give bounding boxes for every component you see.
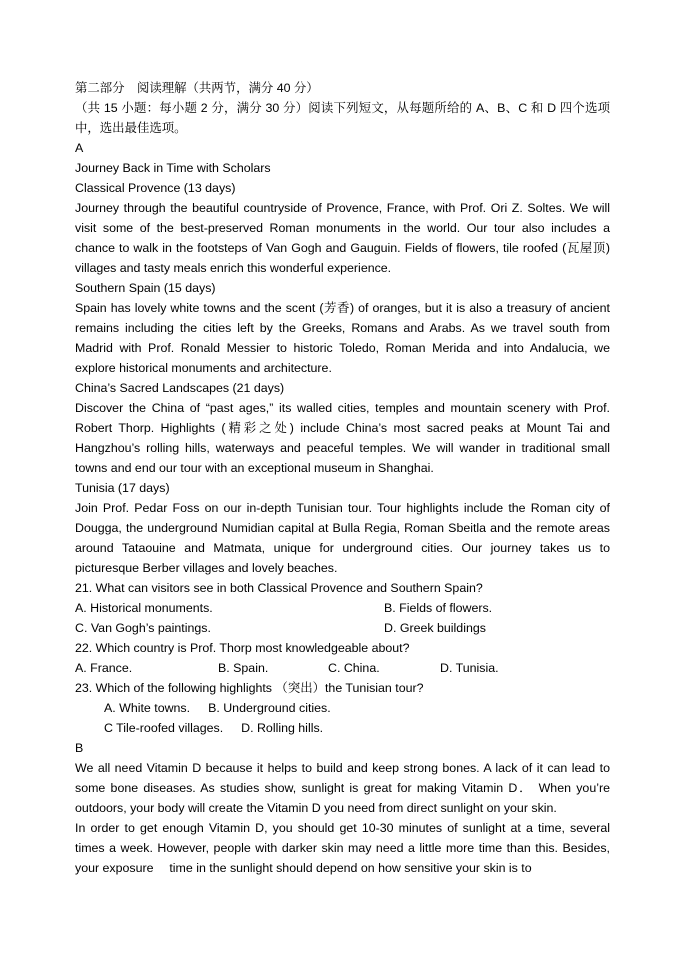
passage-a-label: A bbox=[75, 141, 84, 155]
question-23-option-b: B. Underground cities. bbox=[208, 701, 331, 715]
tour-tunisia-text: Join Prof. Pedar Foss on our in-depth Tunisian tour. Tour highlights include the Roman city of Dougga, the underground Numidian capital at Bulla Regia, Roman Sbeitla and the remote areas around Tataouine and Matmata, unique for underground cities. Our journey takes us to picturesque Berber villages and lovely beaches. bbox=[75, 501, 610, 575]
tour-spain-name: Southern Spain (15 days) bbox=[75, 281, 216, 295]
tour-provence-name: Classical Provence (13 days) bbox=[75, 181, 236, 195]
question-23-stem: 23. Which of the following highlights （突出）the Tunisian tour? bbox=[75, 681, 424, 695]
question-21-option-a: A. Historical monuments. bbox=[75, 601, 213, 615]
tour-china-name: China’s Sacred Landscapes (21 days) bbox=[75, 381, 285, 395]
question-22-option-c: C. China. bbox=[328, 661, 380, 675]
question-22-option-b: B. Spain. bbox=[218, 661, 269, 675]
tour-china-text: Discover the China of “past ages,” its walled cities, temples and mountain scenery with Prof. Robert Thorp. Highlights (精彩之处) include China’s most sacred peaks at Mount Tai and Hangzhou’s rolling hills, waterways and peaceful temples. We will wander in traditional small towns and end our tour with an exceptional museum in Shanghai. bbox=[75, 401, 610, 475]
question-22-option-d: D. Tunisia. bbox=[440, 661, 499, 675]
question-21-option-b: B. Fields of flowers. bbox=[384, 601, 493, 615]
tour-provence-text: Journey through the beautiful countryside of Provence, France, with Prof. Ori Z. Soltes. We will visit some of the best-preserved Roman monuments in the world. Our tour also includes a chance to walk in the footsteps of Van Gogh and Gauguin. Fields of flowers, tile roofed (瓦屋顶) villages and tasty meals enrich this wonderful experience. bbox=[75, 201, 610, 275]
exam-page bbox=[75, 78, 610, 878]
question-21-option-c: C. Van Gogh’s paintings. bbox=[75, 621, 211, 635]
question-23-options-row-2 bbox=[75, 718, 610, 738]
question-22-stem: 22. Which country is Prof. Thorp most knowledgeable about? bbox=[75, 641, 410, 655]
question-23-option-d: D. Rolling hills. bbox=[241, 721, 324, 735]
tour-spain-text: Spain has lovely white towns and the scent (芳香) of oranges, but it is also a treasury of ancient remains including the cities left by the Greeks, Romans and Arabs. As we travel south from Madrid with Prof. Ronald Messier to historic Toledo, Roman Merida and into Andalucia, we explore historical monuments and architecture. bbox=[75, 301, 610, 375]
tour-tunisia-name: Tunisia (17 days) bbox=[75, 481, 170, 495]
passage-b-label: B bbox=[75, 741, 84, 755]
question-23-option-c: C Tile-roofed villages. bbox=[104, 721, 224, 735]
passage-b-paragraph-2: In order to get enough Vitamin D, you should get 10-30 minutes of sunlight at a time, several times a week. However, people with darker skin may need a little more time than this. Besides, your exposure time in the sunlight should depend on how sensitive your skin is to bbox=[75, 821, 610, 875]
question-23-option-a: A. White towns. bbox=[104, 701, 191, 715]
part-title: 第二部分 阅读理解（共两节，满分 40 分） bbox=[75, 81, 319, 95]
question-21-option-d: D. Greek buildings bbox=[384, 621, 486, 635]
passage-b-paragraph-1: We all need Vitamin D because it helps to build and keep strong bones. A lack of it can lead to some bone diseases. As studies show, sunlight is great for making Vitamin D． When you’re outdoors, your body will create the Vitamin D you need from direct sunlight on your skin. bbox=[75, 761, 610, 815]
question-22-options bbox=[75, 658, 610, 678]
question-21-stem: 21. What can visitors see in both Classical Provence and Southern Spain? bbox=[75, 581, 483, 595]
question-21-options-row-2 bbox=[75, 618, 610, 638]
question-21-options-row-1 bbox=[75, 598, 610, 618]
passage-a-title: Journey Back in Time with Scholars bbox=[75, 161, 271, 175]
question-23-options-row-1 bbox=[75, 698, 610, 718]
part-instruction: （共 15 小题：每小题 2 分，满分 30 分）阅读下列短文，从每题所给的 A、B、C 和 D 四个选项中，选出最佳选项。 bbox=[75, 101, 610, 135]
question-22-option-a: A. France. bbox=[75, 661, 133, 675]
